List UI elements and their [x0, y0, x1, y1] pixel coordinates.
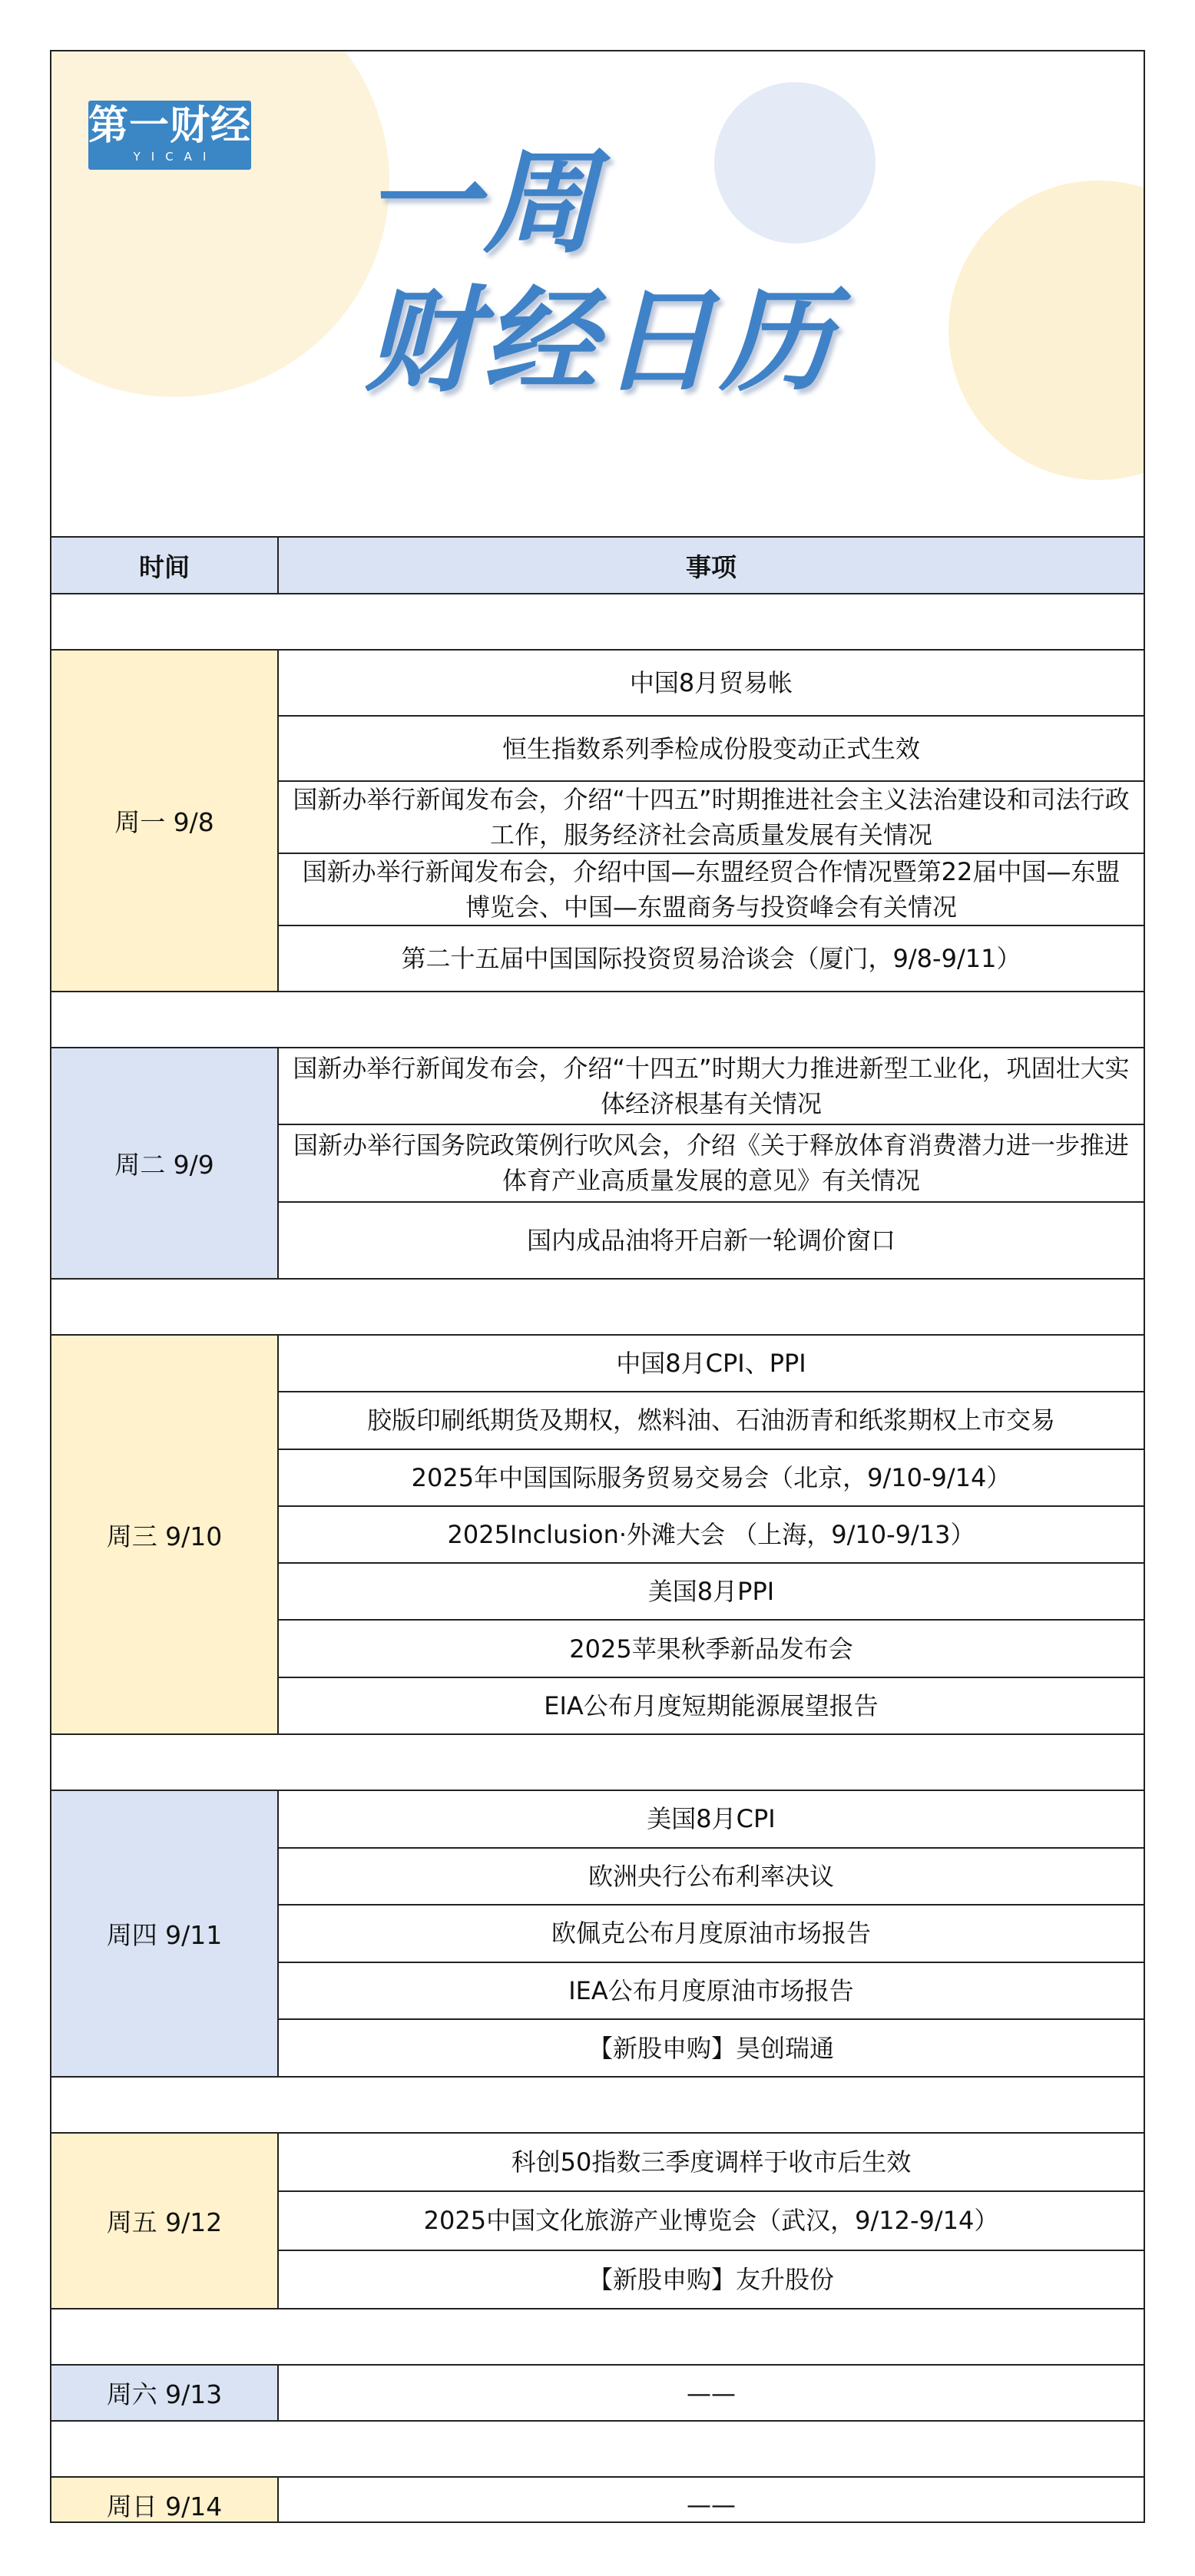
event-item: 欧佩克公布月度原油市场报告 [279, 1904, 1144, 1962]
event-item: —— [687, 2490, 736, 2519]
day-items [279, 1048, 1144, 1278]
title-line-2: 财经日历 [365, 275, 838, 407]
calendar-table [51, 536, 1144, 2523]
event-item: 第二十五届中国国际投资贸易洽谈会（厦门，9/8-9/11） [279, 925, 1144, 991]
spacer-row [51, 2308, 1144, 2364]
day-section [51, 1047, 1144, 1278]
event-item: 国新办举行新闻发布会，介绍“十四五”时期大力推进新型工业化，巩固壮大实体经济根基有关情况 [293, 1054, 1130, 1119]
spacer-row [51, 2076, 1144, 2132]
day-label: 周六 9/13 [51, 2366, 279, 2420]
yicai-logo [88, 101, 251, 170]
banner [51, 51, 1144, 536]
header-time: 时间 [51, 538, 279, 593]
event-item: 美国8月CPI [647, 1804, 776, 1834]
day-items [279, 2478, 1144, 2523]
day-items [279, 1336, 1144, 1733]
day-section [51, 649, 1144, 991]
event-item: 国新办举行新闻发布会，介绍中国—东盟经贸合作情况暨第22届中国—东盟博览会、中国—东盟商务与投资峰会有关情况 [279, 853, 1144, 925]
spacer-row [51, 593, 1144, 649]
event-item: 2025年中国国际服务贸易交易会（北京，9/10-9/14） [279, 1449, 1144, 1505]
day-label: 周四 9/11 [51, 1791, 279, 2076]
table-header [51, 536, 1144, 593]
event-item: —— [687, 2378, 736, 2408]
event-item: 国内成品油将开启新一轮调价窗口 [279, 1201, 1144, 1278]
event-item: 欧洲央行公布利率决议 [279, 1847, 1144, 1905]
event-item: 科创50指数三季度调样于收市后生效 [511, 2147, 912, 2177]
day-label: 周日 9/14 [51, 2478, 279, 2523]
day-label: 周五 9/12 [51, 2134, 279, 2308]
day-section [51, 1790, 1144, 2076]
event-item: 美国8月PPI [279, 1562, 1144, 1619]
event-item: 中国8月贸易帐 [629, 667, 793, 697]
event-item: 2025苹果秋季新品发布会 [279, 1619, 1144, 1676]
event-item: 【新股申购】友升股份 [279, 2250, 1144, 2308]
day-label: 周一 9/8 [51, 651, 279, 991]
day-items [279, 2134, 1144, 2308]
event-item: 2025中国文化旅游产业博览会（武汉，9/12-9/14） [279, 2190, 1144, 2249]
spacer-row [51, 2420, 1144, 2476]
spacer-row [51, 1733, 1144, 1790]
day-section [51, 2132, 1144, 2308]
spacer-row [51, 991, 1144, 1047]
event-item: 胶版印刷纸期货及期权，燃料油、石油沥青和纸浆期权上市交易 [279, 1391, 1144, 1448]
day-section [51, 2476, 1144, 2523]
decor-circle-small [714, 82, 876, 243]
event-item: IEA公布月度原油市场报告 [279, 1962, 1144, 2019]
decor-circle-right [948, 180, 1144, 480]
spacer-row [51, 1278, 1144, 1334]
day-items [279, 1791, 1144, 2076]
day-section [51, 1334, 1144, 1733]
event-item: 恒生指数系列季检成份股变动正式生效 [279, 715, 1144, 781]
event-item: 国新办举行国务院政策例行吹风会，介绍《关于释放体育消费潜力进一步推进体育产业高质量发展的意见》有关情况 [279, 1124, 1144, 1200]
day-section [51, 2364, 1144, 2420]
event-item: EIA公布月度短期能源展望报告 [279, 1677, 1144, 1733]
day-label: 周二 9/9 [51, 1048, 279, 1278]
logo-sub-text: YICAI [133, 150, 217, 164]
title-line-1: 一周 [365, 137, 601, 269]
day-items [279, 651, 1144, 991]
event-item: 2025Inclusion·外滩大会 （上海，9/10-9/13） [279, 1505, 1144, 1562]
event-item: 中国8月CPI、PPI [616, 1349, 806, 1379]
calendar-poster [50, 50, 1145, 2523]
event-item: 【新股申购】昊创瑞通 [279, 2018, 1144, 2076]
day-items [279, 2366, 1144, 2420]
header-items: 事项 [686, 551, 737, 582]
day-label: 周三 9/10 [51, 1336, 279, 1733]
event-item: 国新办举行新闻发布会，介绍“十四五”时期推进社会主义法治建设和司法行政工作，服务经济社会高质量发展有关情况 [279, 780, 1144, 853]
logo-main-text: 第一财经 [88, 103, 252, 149]
